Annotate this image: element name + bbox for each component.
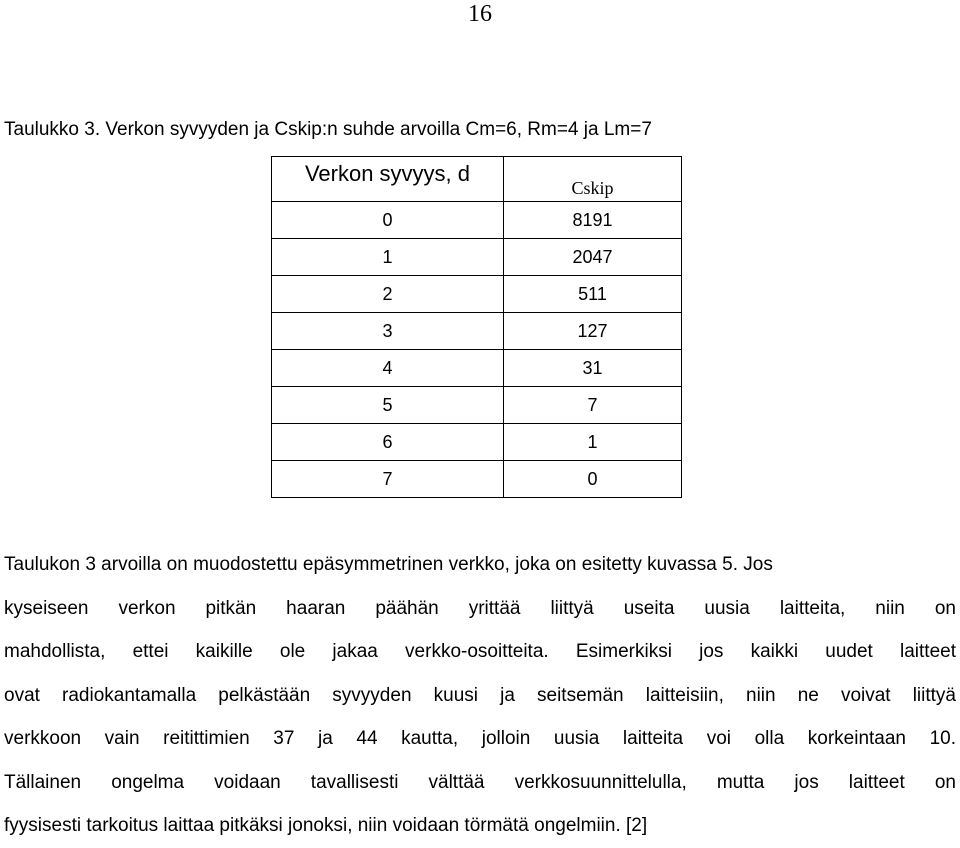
cell-cskip: 127 <box>504 313 682 350</box>
paragraph-line: verkkoon vain reitittimien 37 ja 44 kautta, jolloin uusia laitteita voi olla korkeintaan 10. <box>4 728 956 749</box>
paragraph-line: fyysisesti tarkoitus laittaa pitkäksi jonoksi, niin voidaan törmätä ongelmiin. [2] <box>4 815 648 836</box>
paragraph-line: Taulukon 3 arvoilla on muodostettu epäsymmetrinen verkko, joka on esitetty kuvassa 5. Jos <box>4 554 773 575</box>
table-header-row <box>272 157 682 202</box>
header-depth: Verkon syvyys, d <box>272 157 504 202</box>
body-paragraph <box>4 543 956 848</box>
table-row <box>272 350 682 387</box>
cell-depth: 2 <box>272 276 504 313</box>
table-row <box>272 239 682 276</box>
table-row <box>272 387 682 424</box>
cell-cskip: 511 <box>504 276 682 313</box>
table-row <box>272 461 682 498</box>
page-number: 16 <box>468 1 492 27</box>
paragraph-line: mahdollista, ettei kaikille ole jakaa verkko-osoitteita. Esimerkiksi jos kaikki uudet laitteet <box>4 641 956 662</box>
cell-depth: 0 <box>272 202 504 239</box>
depth-cskip-table <box>271 156 682 498</box>
table-row <box>272 276 682 313</box>
paragraph-line: kyseiseen verkon pitkän haaran päähän yrittää liittyä useita uusia laitteita, niin on <box>4 597 956 619</box>
cell-depth: 3 <box>272 313 504 350</box>
cell-depth: 7 <box>272 461 504 498</box>
cell-cskip: 2047 <box>504 239 682 276</box>
cell-cskip: 0 <box>504 461 682 498</box>
cell-depth: 5 <box>272 387 504 424</box>
cell-cskip: 31 <box>504 350 682 387</box>
cell-depth: 4 <box>272 350 504 387</box>
cell-cskip: 1 <box>504 424 682 461</box>
table-caption: Taulukko 3. Verkon syvyyden ja Cskip:n suhde arvoilla Cm=6, Rm=4 ja Lm=7 <box>4 119 652 140</box>
paragraph-line: Tällainen ongelma voidaan tavallisesti välttää verkkosuunnittelulla, mutta jos laitteet on <box>4 771 956 793</box>
table-row <box>272 202 682 239</box>
table-row <box>272 313 682 350</box>
cell-cskip: 8191 <box>504 202 682 239</box>
table-row <box>272 424 682 461</box>
cell-cskip: 7 <box>504 387 682 424</box>
paragraph-line: ovat radiokantamalla pelkästään syvyyden kuusi ja seitsemän laitteisiin, niin ne voivat liittyä <box>4 684 956 706</box>
header-cskip: Cskip <box>504 157 682 202</box>
cell-depth: 6 <box>272 424 504 461</box>
cell-depth: 1 <box>272 239 504 276</box>
